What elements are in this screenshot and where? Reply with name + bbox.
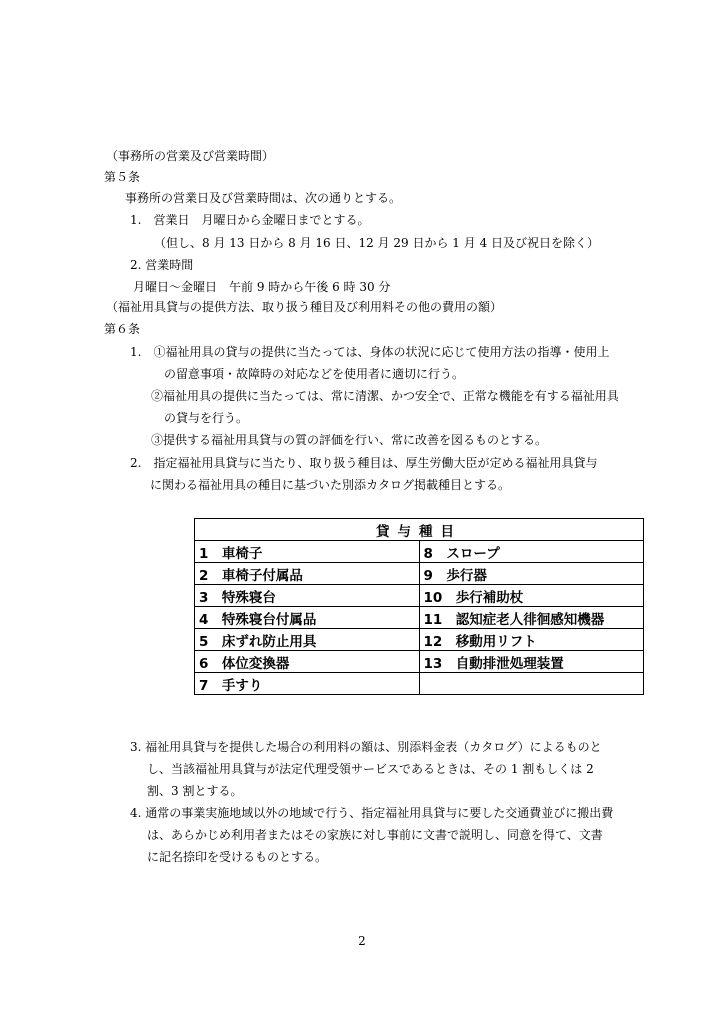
article5-caption: （事務所の営業及び営業時間） <box>106 149 275 163</box>
table-row <box>195 607 644 629</box>
table-row <box>195 673 644 695</box>
article6-p2-line1: 2. 指定福祉用具貸与に当たり、取り扱う種目は、厚生労働大臣が定める福祉用具貸与 <box>130 456 598 470</box>
table-cell: 12 移動用リフト <box>419 629 644 651</box>
article6-p3-line2: し、当該福祉用具貸与が法定代理受領サービスであるときは、その 1 割もしくは 2 <box>147 762 594 776</box>
table-row <box>195 585 644 607</box>
article5-item2: 2. 営業時間 <box>130 258 194 272</box>
table-row <box>195 651 644 673</box>
article5-item1: 1. 営業日 月曜日から金曜日までとする。 <box>130 213 370 227</box>
table-cell: 10 歩行補助杖 <box>419 585 644 607</box>
table-row <box>195 629 644 651</box>
table-cell: 4 特殊寝台付属品 <box>195 607 420 629</box>
article5-item1-note: （但し、8 月 13 日から 8 月 16 日、12 月 29 日から 1 月 4 日及び祝日を除く） <box>154 236 600 250</box>
article6-p2-line2: に関わる福祉用具の種目に基づいた別添カタログ掲載種目とする。 <box>150 478 511 492</box>
article5-item2-detail: 月曜日～金曜日 午前 9 時から午後 6 時 30 分 <box>133 280 391 294</box>
article6-caption: （福祉用具貸与の提供方法、取り扱う種目及び利用料その他の費用の額） <box>106 300 503 314</box>
article6-p4-line2: は、あらかじめ利用者またはその家族に対し事前に文書で説明し、同意を得て、文書 <box>147 828 603 842</box>
article6-p4-line3: に記名捺印を受けるものとする。 <box>147 850 328 864</box>
article5-intro: 事務所の営業日及び営業時間は、次の通りとする。 <box>125 191 402 205</box>
table-header: 貸与種目 <box>195 519 644 541</box>
table-cell: 9 歩行器 <box>419 563 644 585</box>
rental-items-table <box>194 518 644 695</box>
table-cell: 5 床ずれ防止用具 <box>195 629 420 651</box>
table-cell: 1 車椅子 <box>195 541 420 563</box>
table-row <box>195 563 644 585</box>
table-cell: 7 手すり <box>195 673 420 695</box>
table-row <box>195 541 644 563</box>
article6-p1-line1: 1. ①福祉用具の貸与の提供に当たっては、身体の状況に応じて使用方法の指導・使用上 <box>130 345 610 359</box>
table-cell: 6 体位変換器 <box>195 651 420 673</box>
table-cell <box>419 673 644 695</box>
table-cell: 13 自動排泄処理装置 <box>419 651 644 673</box>
table-cell: 11 認知症老人徘徊感知機器 <box>419 607 644 629</box>
article6-heading: 第６条 <box>104 322 141 336</box>
article6-p1-line3: ②福祉用具の提供に当たっては、常に清潔、かつ安全で、正常な機能を有する福祉用具 <box>151 389 619 403</box>
article6-p3-line1: 3. 福祉用具貸与を提供した場合の利用料の額は、別添料金表（カタログ）によるものと <box>130 740 602 754</box>
article6-p1-line5: ③提供する福祉用具貸与の質の評価を行い、常に改善を図るものとする。 <box>151 433 548 447</box>
table-cell: 3 特殊寝台 <box>195 585 420 607</box>
article6-p3-line3: 割、3 割とする。 <box>147 784 243 798</box>
article5-heading: 第５条 <box>104 170 141 184</box>
article6-p1-line2: の留意事項・故障時の対応などを使用者に適切に行う。 <box>164 367 465 381</box>
table-cell: 8 スロープ <box>419 541 644 563</box>
table-header-row <box>195 519 644 541</box>
article6-p1-line4: の貸与を行う。 <box>164 411 249 425</box>
article6-p4-line1: 4. 通常の事業実施地域以外の地域で行う、指定福祉用具貸与に要した交通費並びに搬出費 <box>130 806 614 820</box>
table-cell: 2 車椅子付属品 <box>195 563 420 585</box>
page-number: 2 <box>358 934 366 948</box>
